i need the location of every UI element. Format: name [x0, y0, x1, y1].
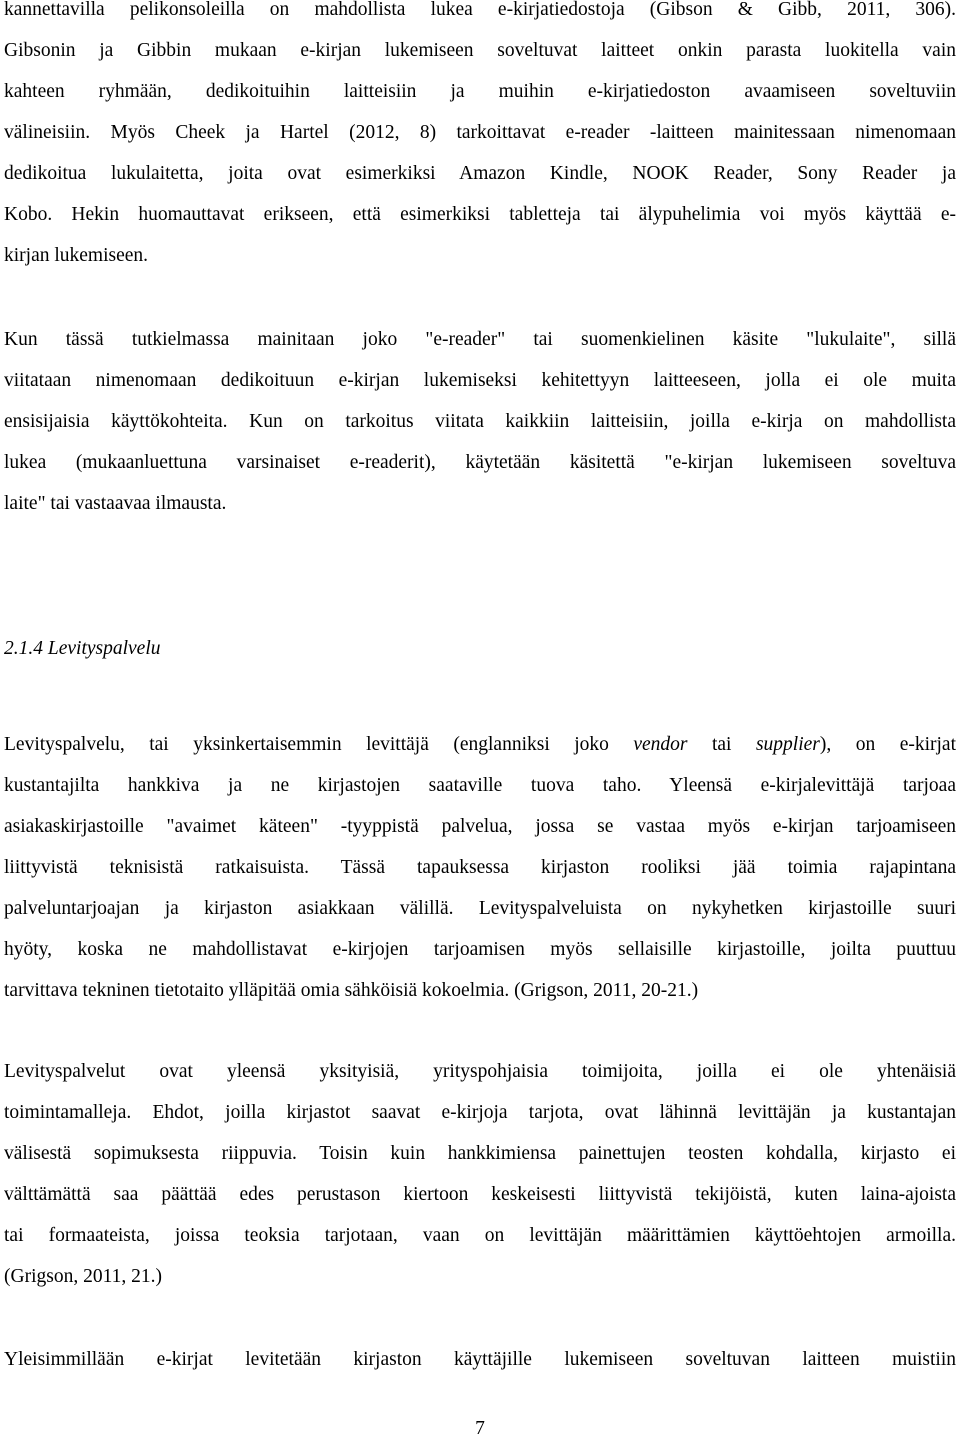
text-segment: ), on e-kirjat — [819, 734, 956, 755]
text-line: toimintamalleja. Ehdot, joilla kirjastot saavat e-kirjoja tarjota, ovat lähinnä levittäjän ja kustantajan — [4, 1102, 956, 1123]
text-line: lukea (mukaanluettuna varsinaiset e-readerit), käytetään käsitettä "e-kirjan lukemiseen soveltuva — [4, 452, 956, 473]
text-line: kustantajilta hankkiva ja ne kirjastojen saataville tuova taho. Yleensä e-kirjalevittäjä tarjoaa — [4, 775, 956, 796]
paragraph-distribution — [4, 1339, 956, 1380]
text-segment: Levityspalvelu, tai yksinkertaisemmin levittäjä (englanniksi joko — [4, 734, 634, 755]
emphasis-term: vendor — [633, 734, 688, 755]
text-line: dedikoitua lukulaitetta, joita ovat esimerkiksi Amazon Kindle, NOOK Reader, Sony Reader ja — [4, 163, 956, 184]
section-heading: 2.1.4 Levityspalvelu — [4, 638, 161, 659]
text-line: asiakaskirjastoille "avaimet käteen" -tyyppistä palvelua, jossa se vastaa myös e-kirjan tarjoamiseen — [4, 816, 956, 837]
text-segment: tai — [687, 734, 756, 755]
emphasis-term: supplier — [755, 734, 820, 755]
page-number: 7 — [475, 1418, 485, 1439]
paragraph-ereader-devices — [4, 0, 956, 276]
paragraph-vendor-definition — [4, 724, 956, 1011]
text-line: laite" tai vastaavaa ilmausta. — [4, 493, 227, 514]
text-line: Gibsonin ja Gibbin mukaan e-kirjan lukemiseen soveltuvat laitteet onkin parasta luokitella vain — [4, 40, 956, 61]
text-line: hyöty, koska ne mahdollistavat e-kirjojen tarjoamisen myös sellaisille kirjastoille, joilta puuttuu — [4, 939, 956, 960]
text-line: välttämättä saa päättää edes perustason kiertoon keskeisesti liittyvistä tekijöistä, kuten laina-ajoista — [4, 1184, 956, 1205]
text-line: kirjan lukemiseen. — [4, 245, 149, 266]
text-line: liittyvistä teknisistä ratkaisuista. Tässä tapauksessa kirjaston rooliksi jää toimia rajapintana — [4, 857, 956, 878]
text-line — [4, 724, 956, 765]
paragraph-terminology — [4, 319, 956, 524]
text-line: tai formaateista, joissa teoksia tarjotaan, vaan on levittäjän määrittämien käyttöehtojen armoilla. — [4, 1225, 956, 1246]
text-line: välisestä sopimuksesta riippuvia. Toisin kuin hankkimiensa painettujen teosten kohdalla, kirjasto ei — [4, 1143, 956, 1164]
text-line: tarvittava tekninen tietotaito ylläpitää omia sähköisiä kokoelmia. (Grigson, 2011, 20-21.) — [4, 980, 699, 1001]
text-line: viitataan nimenomaan dedikoituun e-kirjan lukemiseksi kehitettyyn laitteeseen, jolla ei ole muita — [4, 370, 956, 391]
text-line: kannettavilla pelikonsoleilla on mahdollista lukea e-kirjatiedostoja (Gibson & Gibb, 2011, 306). — [4, 0, 956, 20]
text-line: Kun tässä tutkielmassa mainitaan joko "e-reader" tai suomenkielinen käsite "lukulaite", sillä — [4, 329, 956, 350]
text-line: (Grigson, 2011, 21.) — [4, 1266, 162, 1287]
paragraph-vendor-terms — [4, 1051, 956, 1297]
text-line: ensisijaisia käyttökohteita. Kun on tarkoitus viitata kaikkiin laitteisiin, joilla e-kirja on mahdollista — [4, 411, 956, 432]
text-line: Yleisimmillään e-kirjat levitetään kirjaston käyttäjille lukemiseen soveltuvan laitteen muistiin — [4, 1349, 956, 1370]
text-line: palveluntarjoajan ja kirjaston asiakkaan välillä. Levityspalveluista on nykyhetken kirjastoille suuri — [4, 898, 956, 919]
text-line: kahteen ryhmään, dedikoituihin laitteisiin ja muihin e-kirjatiedoston avaamiseen soveltuviin — [4, 81, 956, 102]
text-line: välineisiin. Myös Cheek ja Hartel (2012, 8) tarkoittavat e-reader -laitteen mainitessaan nimenomaan — [4, 122, 956, 143]
text-line: Levityspalvelut ovat yleensä yksityisiä, yrityspohjaisia toimijoita, joilla ei ole yhtenäisiä — [4, 1061, 956, 1082]
text-line: Kobo. Hekin huomauttavat erikseen, että esimerkiksi tabletteja tai älypuhelimia voi myös käyttää e- — [4, 204, 956, 225]
